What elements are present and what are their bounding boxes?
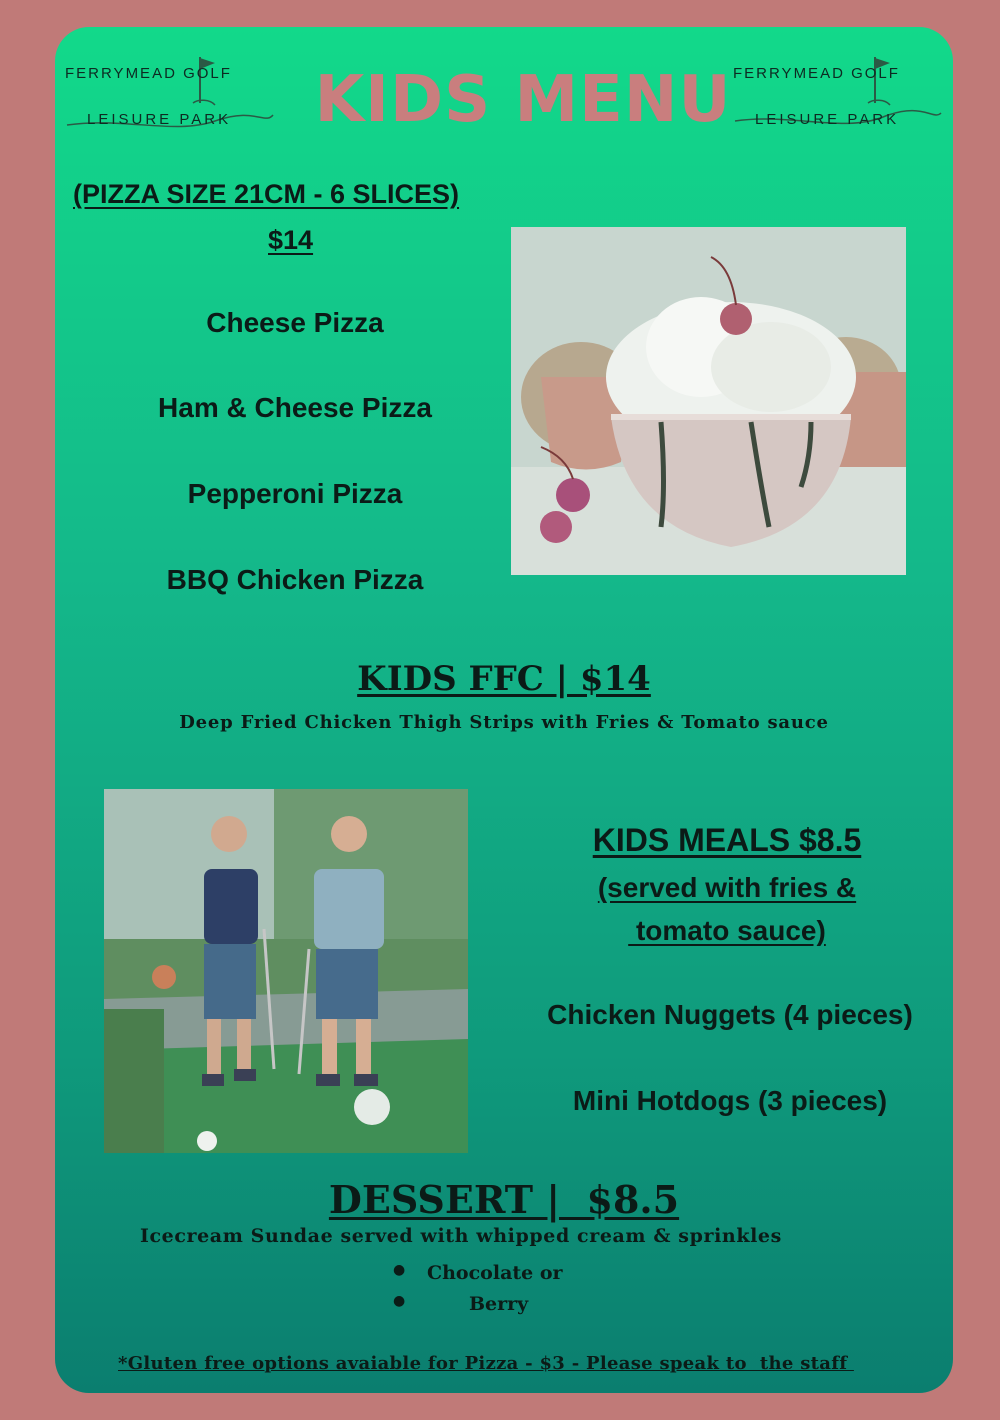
- dessert-heading: DESSERT | $8.5: [328, 1177, 680, 1222]
- kids-ffc-heading: KIDS FFC | $14: [357, 659, 651, 699]
- logo-top-text: FERRYMEAD GOLF: [65, 65, 232, 82]
- pizza-size-heading: (PIZZA SIZE 21CM - 6 SLICES): [73, 179, 460, 209]
- logo-bottom-text: LEISURE PARK: [755, 111, 900, 128]
- pizza-price: $14: [268, 225, 314, 255]
- pizza-item: BBQ Chicken Pizza: [166, 564, 424, 595]
- meal-item: Chicken Nuggets (4 pieces): [547, 999, 913, 1030]
- page-title: KIDS MENU: [314, 63, 732, 137]
- kids-meals-heading: KIDS MEALS $8.5: [592, 822, 862, 858]
- kids-golf-photo: [104, 789, 468, 1153]
- logo-bottom-text: LEISURE PARK: [87, 111, 232, 128]
- pizza-item: Pepperoni Pizza: [187, 478, 403, 509]
- menu-card: FERRYMEAD GOLF LEISURE PARK KIDS MENU FERRYMEAD GOLF LEISURE PARK (PIZZA SIZE 21CM - 6 SLICES) $14 Cheese Pizza Ham & Cheese Pizza Pepperoni Pizza BBQ Chicken Pizza KIDS FFC | $14 Deep Fried Chicken Thigh Strips with Fries & Tomato sauce KIDS MEALS $8.5 (served with fries & tomato sauce) Chicken Nuggets (4 pieces) Mini Hotdogs (3 pieces) DESSERT | $8.5 Icecream Sundae served with whipped cream & sprinkles ● Chocolate or ● Berry *Gluten free options avaiable for Pizza - $3 - Please speak to the staff: [55, 27, 953, 1393]
- meal-item: Mini Hotdogs (3 pieces): [572, 1085, 888, 1116]
- ferrymead-logo-right: [733, 55, 943, 145]
- bullet-icon: ●: [393, 1262, 406, 1278]
- ferrymead-logo-left: [65, 55, 275, 145]
- bullet-icon: ●: [393, 1293, 406, 1309]
- dessert-description: Icecream Sundae served with whipped cream & sprinkles: [140, 1225, 782, 1247]
- gluten-free-note: *Gluten free options avaiable for Pizza - $3 - Please speak to the staff: [118, 1353, 854, 1374]
- pizza-item: Cheese Pizza: [206, 307, 384, 338]
- pizza-item: Ham & Cheese Pizza: [158, 392, 432, 423]
- kids-meals-subtitle: (served with fries &: [597, 872, 857, 903]
- sundae-photo: [511, 227, 906, 575]
- kids-meals-subtitle: tomato sauce): [628, 915, 826, 946]
- logo-top-text: FERRYMEAD GOLF: [733, 65, 900, 82]
- kids-ffc-description: Deep Fried Chicken Thigh Strips with Fries & Tomato sauce: [179, 712, 829, 733]
